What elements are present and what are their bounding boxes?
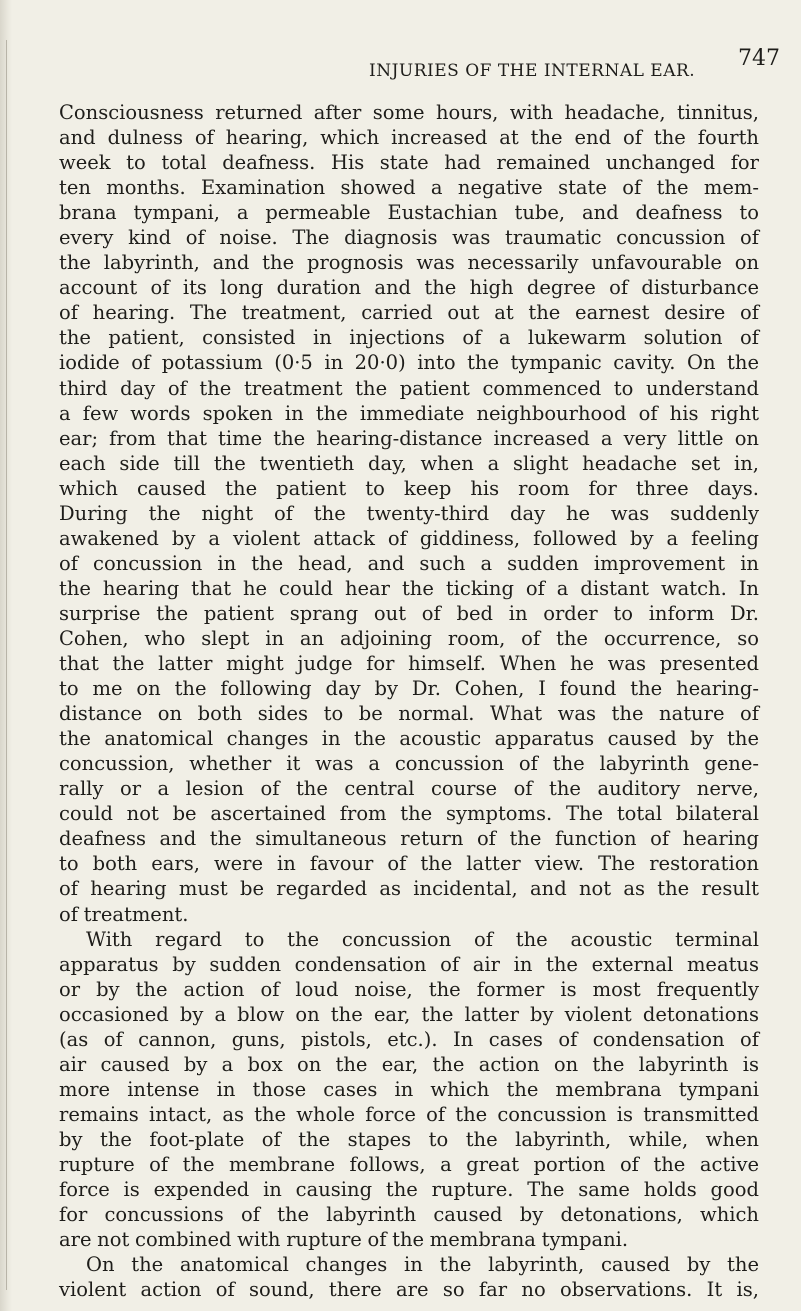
page-number: 747 bbox=[738, 46, 780, 71]
text-line: which caused the patient to keep his room for three days. bbox=[59, 476, 759, 500]
text-line: concussion, whether it was a concussion of the labyrinth gene- bbox=[59, 752, 759, 776]
text-line: that the latter might judge for himself. When he was presented bbox=[59, 652, 759, 676]
text-line: and dulness of hearing, which increased at the end of the fourth bbox=[59, 126, 759, 150]
text-line: violent action of sound, there are so far no observations. It is, bbox=[59, 1278, 759, 1302]
text-line: to both ears, were in favour of the latter view. The restoration bbox=[59, 852, 759, 876]
text-line: by the foot-plate of the stapes to the labyrinth, while, when bbox=[59, 1127, 759, 1151]
text-line: every kind of noise. The diagnosis was traumatic concussion of bbox=[59, 226, 759, 250]
text-line: for concussions of the labyrinth caused by detonations, which bbox=[59, 1203, 759, 1227]
text-line: Consciousness returned after some hours, with headache, tinnitus, bbox=[59, 101, 759, 124]
text-line: a few words spoken in the immediate neighbourhood of his right bbox=[59, 401, 759, 425]
text-line: iodide of potassium (0·5 in 20·0) into the tympanic cavity. On the bbox=[59, 351, 759, 375]
text-line: rally or a lesion of the central course of the auditory nerve, bbox=[59, 777, 759, 801]
text-line: (as of cannon, guns, pistols, etc.). In cases of condensation of bbox=[59, 1027, 759, 1051]
text-line: force is expended in causing the rupture. The same holds good bbox=[59, 1178, 759, 1202]
text-line: apparatus by sudden condensation of air in the external meatus bbox=[59, 952, 759, 976]
text-line: the anatomical changes in the acoustic apparatus caused by the bbox=[59, 727, 759, 751]
text-line: rupture of the membrane follows, a great portion of the active bbox=[59, 1152, 759, 1176]
text-line: to me on the following day by Dr. Cohen, I found the hearing- bbox=[59, 677, 759, 701]
text-line: the hearing that he could hear the ticking of a distant watch. In bbox=[59, 576, 759, 600]
text-line: of hearing must be regarded as incidental, and not as the result bbox=[59, 877, 759, 901]
text-line: account of its long duration and the high degree of disturbance bbox=[59, 276, 759, 300]
text-line: surprise the patient sprang out of bed in order to inform Dr. bbox=[59, 601, 759, 625]
running-title: INJURIES OF THE INTERNAL EAR. bbox=[369, 61, 696, 81]
text-line: or by the action of loud noise, the former is most frequently bbox=[59, 977, 759, 1001]
text-line: On the anatomical changes in the labyrinth, caused by the bbox=[86, 1253, 759, 1277]
text-line: ten months. Examination showed a negative state of the mem- bbox=[59, 176, 759, 200]
text-line: During the night of the twenty-third day he was suddenly bbox=[59, 501, 759, 525]
text-line: occasioned by a blow on the ear, the latter by violent detonations bbox=[59, 1002, 759, 1026]
body-text bbox=[59, 100, 759, 1302]
text-line: the patient, consisted in injections of a lukewarm solution of bbox=[59, 326, 759, 350]
text-line: deafness and the simultaneous return of the function of hearing bbox=[59, 827, 759, 851]
binding-line bbox=[6, 40, 7, 1290]
text-line: Cohen, who slept in an adjoining room, of the occurrence, so bbox=[59, 626, 759, 650]
text-line: third day of the treatment the patient commenced to understand bbox=[59, 376, 759, 400]
text-line: of hearing. The treatment, carried out at the earnest desire of bbox=[59, 301, 759, 325]
text-line: brana tympani, a permeable Eustachian tube, and deafness to bbox=[59, 201, 759, 225]
text-line: awakened by a violent attack of giddiness, followed by a feeling bbox=[59, 526, 759, 550]
text-line: distance on both sides to be normal. What was the nature of bbox=[59, 702, 759, 726]
text-line: are not combined with rupture of the membrana tympani. bbox=[59, 1228, 629, 1252]
text-line: of treatment. bbox=[59, 902, 189, 926]
text-line: remains intact, as the whole force of the concussion is transmitted bbox=[59, 1102, 759, 1126]
text-line: the labyrinth, and the prognosis was necessarily unfavourable on bbox=[59, 251, 759, 275]
text-line: each side till the twentieth day, when a slight headache set in, bbox=[59, 451, 759, 475]
text-line: could not be ascertained from the symptoms. The total bilateral bbox=[59, 802, 759, 826]
text-line: week to total deafness. His state had remained unchanged for bbox=[59, 151, 759, 175]
text-line: air caused by a box on the ear, the action on the labyrinth is bbox=[59, 1052, 759, 1076]
text-line: more intense in those cases in which the membrana tympani bbox=[59, 1077, 759, 1101]
text-line: of concussion in the head, and such a sudden improvement in bbox=[59, 551, 759, 575]
text-line: With regard to the concussion of the acoustic terminal bbox=[86, 927, 759, 951]
text-line: ear; from that time the hearing-distance increased a very little on bbox=[59, 426, 759, 450]
